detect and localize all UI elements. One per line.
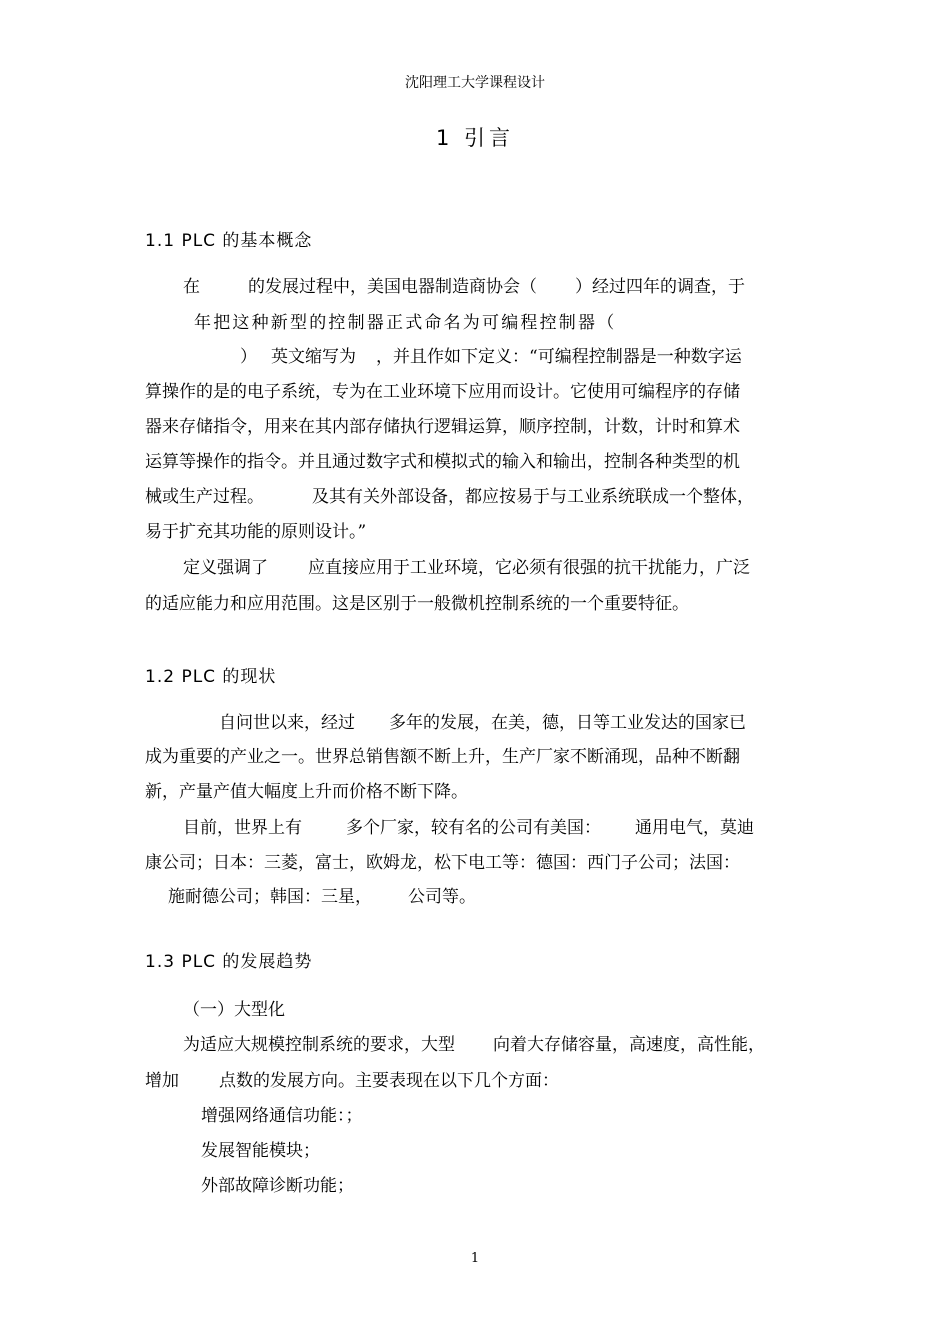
paragraph-line: 易于扩充其功能的原则设计。” bbox=[145, 522, 367, 542]
paragraph-line: 的适应能力和应用范围。这是区别于一般微机控制系统的一个重要特征。 bbox=[145, 594, 689, 614]
paragraph-line: 在 的发展过程中，美国电器制造商协会（ ）经过四年的调查，于 bbox=[183, 277, 745, 297]
section-heading-1-1: 1.1 PLC 的基本概念 bbox=[145, 231, 313, 251]
paragraph-line: 成为重要的产业之一。世界总销售额不断上升，生产厂家不断涌现，品种不断翻 bbox=[145, 747, 740, 767]
chapter-number: 1 bbox=[435, 126, 454, 150]
paragraph-line: ） 英文缩写为 ，并且作如下定义：“可编程控制器是一种数字运 bbox=[240, 347, 742, 367]
paragraph-line: 目前，世界上有 多个厂家，较有名的公司有美国： 通用电气，莫迪 bbox=[183, 818, 754, 838]
chapter-title-text: 引言 bbox=[464, 126, 515, 150]
page-number: 1 bbox=[470, 1251, 480, 1266]
list-item: 外部故障诊断功能； bbox=[201, 1176, 354, 1196]
paragraph-line: 施耐德公司；韩国：三星， 公司等。 bbox=[168, 887, 476, 907]
paragraph-line: 械或生产过程。 及其有关外部设备，都应按易于与工业系统联成一个整体， bbox=[145, 487, 754, 507]
paragraph-line: 康公司；日本：三菱，富士，欧姆龙，松下电工等：德国：西门子公司；法国： bbox=[145, 853, 740, 873]
paragraph-line: 为适应大规模控制系统的要求，大型 向着大存储容量，高速度，高性能， bbox=[183, 1035, 765, 1055]
paragraph-line: 年把这种新型的控制器正式命名为可编程控制器（ bbox=[194, 313, 617, 333]
header-rule bbox=[145, 97, 805, 98]
subsection-heading: （一）大型化 bbox=[183, 1000, 285, 1020]
paragraph-line: 算操作的是的电子系统，专为在工业环境下应用而设计。它使用可编程序的存储 bbox=[145, 382, 740, 402]
paragraph-line: 器来存储指令，用来在其内部存储执行逻辑运算，顺序控制，计数，计时和算术 bbox=[145, 417, 740, 437]
section-heading-1-2: 1.2 PLC 的现状 bbox=[145, 667, 277, 687]
paragraph-line: 新，产量产值大幅度上升而价格不断下降。 bbox=[145, 782, 468, 802]
list-item: 增强网络通信功能：； bbox=[201, 1106, 363, 1126]
list-item: 发展智能模块； bbox=[201, 1141, 320, 1161]
page-header: 沈阳理工大学课程设计 bbox=[405, 75, 545, 91]
section-heading-1-3: 1.3 PLC 的发展趋势 bbox=[145, 952, 313, 972]
paragraph-line: 自问世以来，经过 多年的发展，在美，德，日等工业发达的国家已 bbox=[219, 713, 746, 733]
paragraph-line: 运算等操作的指令。并且通过数字式和模拟式的输入和输出，控制各种类型的机 bbox=[145, 452, 740, 472]
paragraph-line: 增加 点数的发展方向。主要表现在以下几个方面： bbox=[145, 1071, 559, 1091]
chapter-title bbox=[0, 122, 950, 152]
paragraph-line: 定义强调了 应直接应用于工业环境，它必须有很强的抗干扰能力，广泛 bbox=[183, 558, 750, 578]
